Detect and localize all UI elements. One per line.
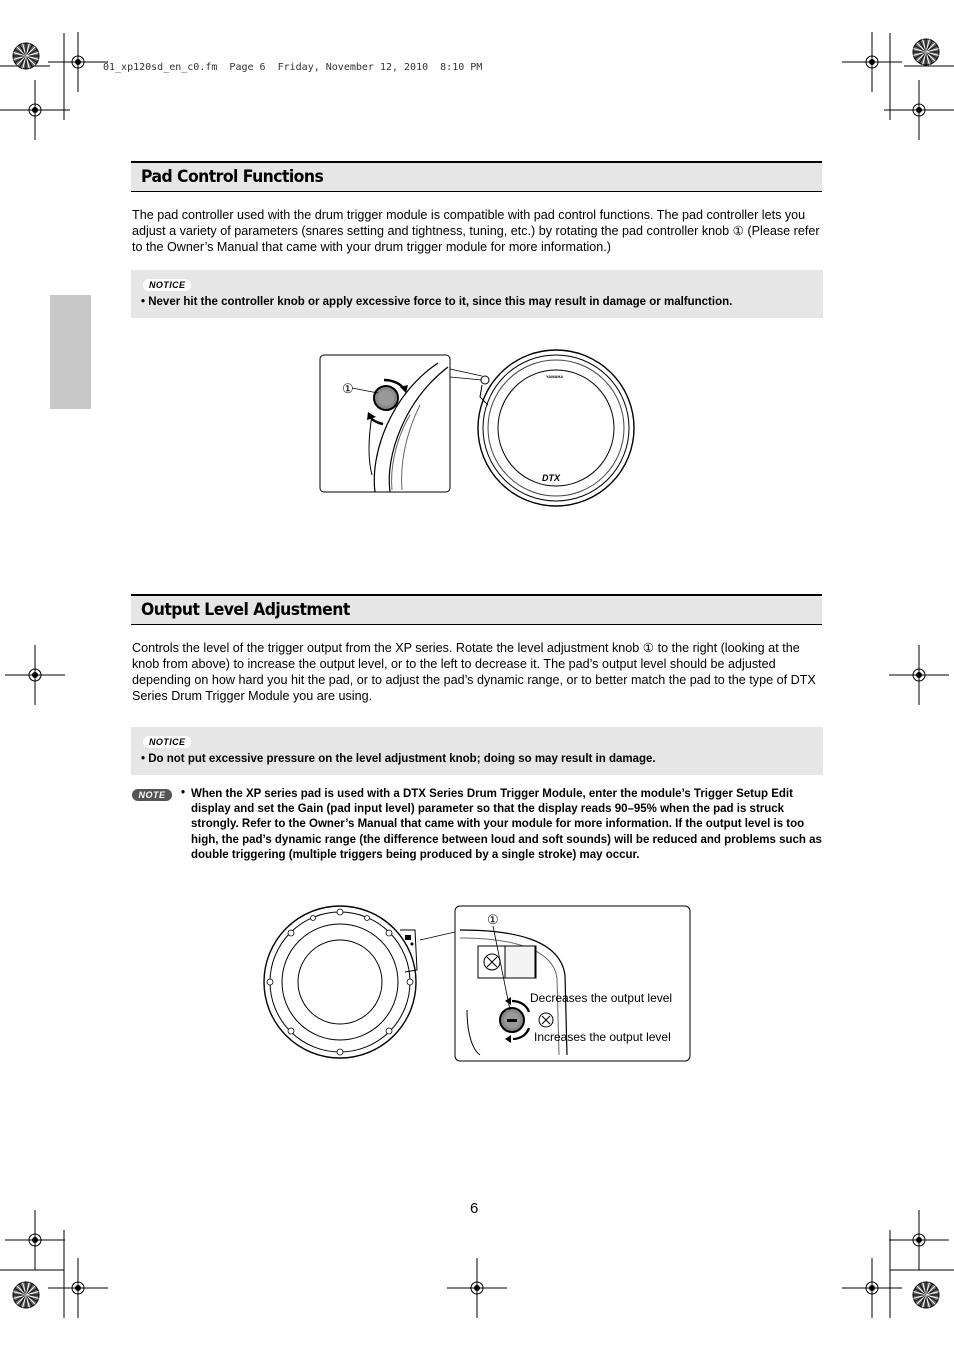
note-text: When the XP series pad is used with a DTX Series Drum Trigger Module, enter the module’s Trigger Setup Edit display and set the Gain (pad input level) parameter so that the display reads 90–95% when the pad is struck strongly. Refer to the Owner’s Manual that came with your module for more information. If the output level is too high, the pad’s dynamic range (the difference between loud and soft sounds) will be reduced and problems such as double triggering (multiple triggers being produced by a single stroke) may occur. xyxy=(191,788,822,861)
figure-callout: ① xyxy=(487,912,499,927)
file-slug: 01_xp120sd_en_c0.fm Page 6 Friday, November 12, 2010 8:10 PM xyxy=(103,62,483,73)
pad-logo: DTX xyxy=(542,473,560,483)
pad-brand: YAMAHA xyxy=(546,374,564,379)
pad-knob-small xyxy=(481,376,489,384)
section-title: Pad Control Functions xyxy=(141,167,324,187)
figure-callout: ① xyxy=(342,381,354,396)
output-level-figure xyxy=(255,900,695,1070)
color-target-mark xyxy=(913,39,939,65)
color-target-mark xyxy=(13,43,39,69)
drum-pad-head xyxy=(498,370,614,486)
notice-box xyxy=(131,727,823,775)
notice-text: • Never hit the controller knob or apply excessive force to it, since this may result in damage or malfunction. xyxy=(141,296,733,308)
notice-box xyxy=(131,270,823,318)
section-heading-output-level xyxy=(131,594,822,625)
section-body: The pad controller used with the drum trigger module is compatible with pad control functions. The pad controller lets you adjust a variety of parameters (snares setting and tightness, tuning, etc.) by rotating the pad controller knob ① (Please refer to the Owner’s Manual that came with your drum trigger module for more information.) xyxy=(132,208,820,254)
section-title: Output Level Adjustment xyxy=(141,600,350,620)
note-bullet: • xyxy=(181,787,186,799)
inset-box xyxy=(320,355,450,492)
notice-label: NOTICE xyxy=(143,736,191,748)
decrease-label: Decreases the output level xyxy=(530,991,673,1005)
notice-label: NOTICE xyxy=(143,279,191,291)
color-target-mark xyxy=(13,1282,39,1308)
pad-underside-center xyxy=(298,940,382,1024)
pad-controller-figure xyxy=(310,345,650,515)
notice-text: • Do not put excessive pressure on the level adjustment knob; doing so may result in damage. xyxy=(141,753,656,765)
side-tab xyxy=(50,295,91,409)
color-target-mark xyxy=(913,1282,939,1308)
page-number: 6 xyxy=(470,1200,479,1217)
section-heading-pad-control xyxy=(131,161,822,192)
note-badge: NOTE xyxy=(132,789,172,801)
increase-label: Increases the output level xyxy=(534,1030,671,1044)
section-body: Controls the level of the trigger output from the XP series. Rotate the level adjustment knob ① to the right (looking at the knob from above) to increase the output level, or to the left to decrease it. The pad’s output level should be adjusted depending on how hard you hit the pad, or to adjust the pad’s dynamic range, or to better match the pad to the type of DTX Series Drum Trigger Module you are using. xyxy=(132,641,816,703)
